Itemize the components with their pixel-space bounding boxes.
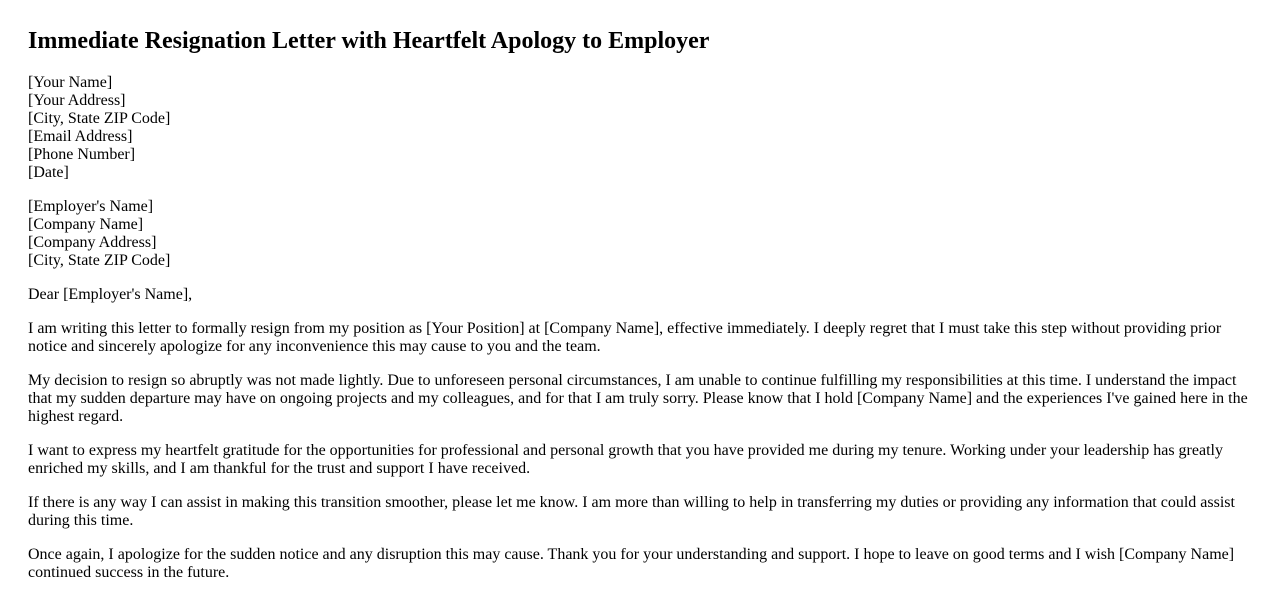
sender-address-block — [28, 74, 1250, 182]
letter-date: [Date] — [28, 164, 69, 181]
employer-name: [Employer's Name] — [28, 198, 154, 215]
recipient-address-block — [28, 198, 1250, 270]
body-paragraph-5: Once again, I apologize for the sudden notice and any disruption this may cause. Thank you for your understanding and support. I hope to leave on good terms and I wish [Company Name] continued success in the future. — [28, 546, 1235, 581]
company-address: [Company Address] — [28, 234, 157, 251]
body-paragraph-3: I want to express my heartfelt gratitude for the opportunities for professional and personal growth that you have provided me during my tenure. Working under your leadership has greatly enriched my skills, and I am thankful for the trust and support I have received. — [28, 442, 1223, 477]
body-paragraph-1: I am writing this letter to formally resign from my position as [Your Position] at [Company Name], effective immediately. I deeply regret that I must take this step without providing prior notice and sincerely apologize for any inconvenience this may cause to you and the team. — [28, 320, 1222, 355]
sender-email: [Email Address] — [28, 128, 133, 145]
sender-phone: [Phone Number] — [28, 146, 136, 163]
company-name: [Company Name] — [28, 216, 144, 233]
body-paragraph-2: My decision to resign so abruptly was not made lightly. Due to unforeseen personal circumstances, I am unable to continue fulfilling my responsibilities at this time. I understand the impact that my sudden departure may have on ongoing projects and my colleagues, and for that I am truly sorry. Please know that I hold [Company Name] and the experiences I've gained here in the highest regard. — [28, 372, 1248, 425]
body-paragraph-4: If there is any way I can assist in making this transition smoother, please let me know. I am more than willing to help in transferring my duties or providing any information that could assist during this time. — [28, 494, 1235, 529]
letter-title: Immediate Resignation Letter with Heartfelt Apology to Employer — [28, 28, 710, 54]
sender-address: [Your Address] — [28, 92, 126, 109]
sender-name: [Your Name] — [28, 74, 113, 91]
recipient-city-state-zip: [City, State ZIP Code] — [28, 252, 171, 269]
sender-city-state-zip: [City, State ZIP Code] — [28, 110, 171, 127]
salutation: Dear [Employer's Name], — [28, 286, 193, 303]
